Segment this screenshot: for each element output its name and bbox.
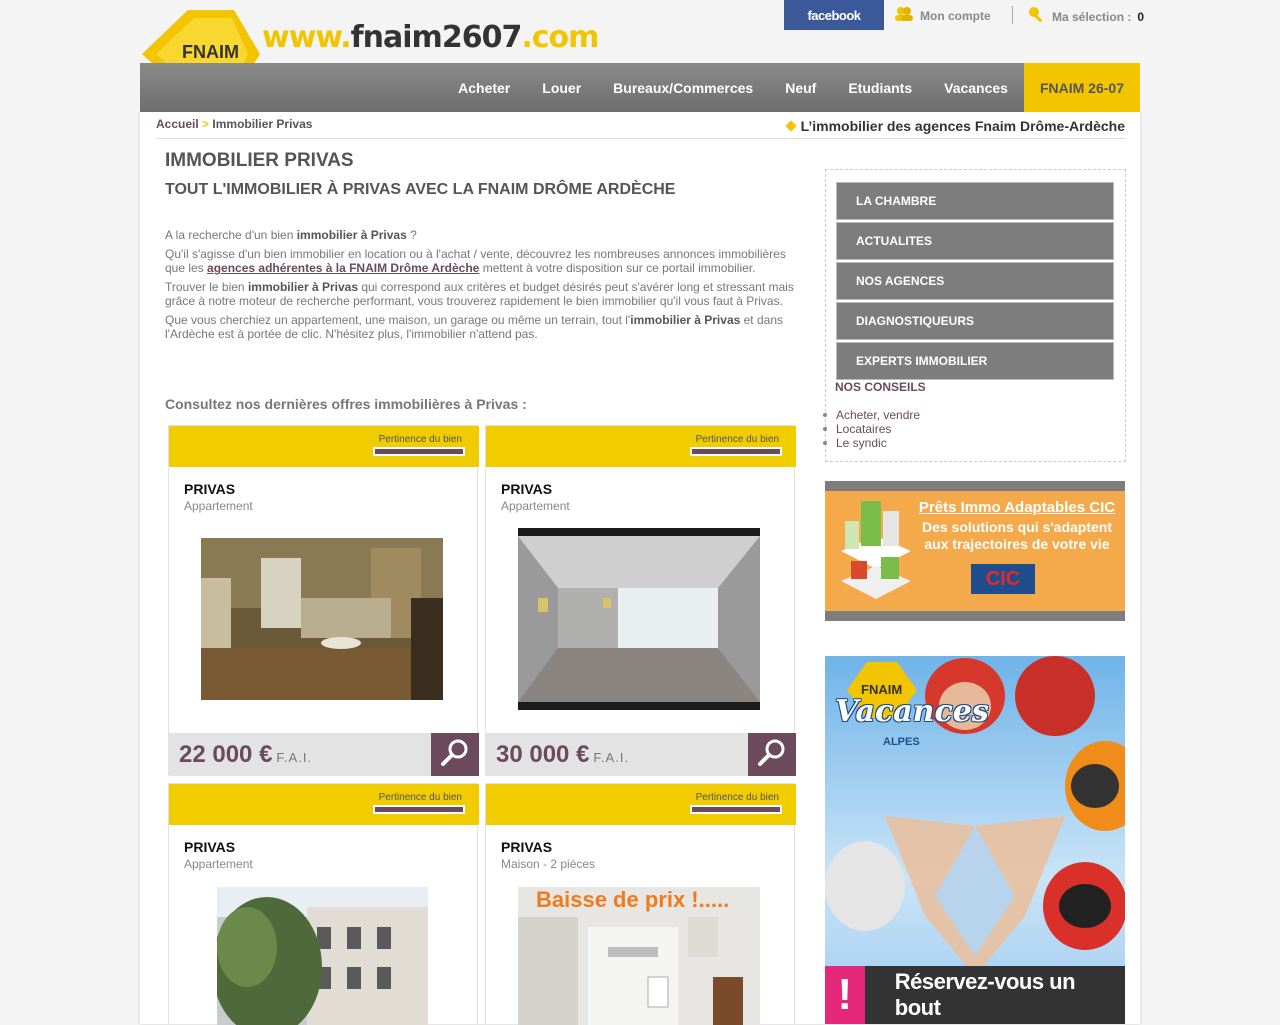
- site-tagline: [787, 118, 1125, 134]
- url-tld: .com: [521, 20, 599, 55]
- listing-type: Appartement: [184, 857, 253, 871]
- main-nav: [140, 63, 1140, 112]
- header-separator: [1012, 6, 1013, 24]
- view-listing-button[interactable]: [431, 733, 479, 776]
- my-selection-label: Ma sélection :: [1052, 9, 1132, 24]
- listing-price: 30 000 € F.A.I.: [496, 741, 630, 768]
- view-listing-button[interactable]: [748, 733, 796, 776]
- listing-photo[interactable]: [217, 887, 428, 1025]
- listing-photo[interactable]: [518, 528, 760, 710]
- sidebar-menu: [825, 169, 1126, 462]
- my-account-label: Mon compte: [920, 8, 991, 23]
- facebook-label: facebook: [807, 7, 861, 23]
- nav-fnaim-26-07[interactable]: FNAIM 26-07: [1024, 63, 1140, 112]
- vacances-ad-banner[interactable]: [825, 656, 1125, 1024]
- key-icon: [1028, 6, 1046, 27]
- pertinence-label: Pertinence du bien: [378, 434, 462, 445]
- sidebar-item-actualites[interactable]: ACTUALITES: [836, 222, 1114, 260]
- offers-title: Consultez nos dernières offres immobilières à Privas :: [165, 396, 527, 412]
- city-illustration: [831, 491, 921, 611]
- listing-type: Appartement: [501, 499, 570, 513]
- exclamation-icon: !: [825, 966, 865, 1024]
- advice-heading: NOS CONSEILS: [835, 380, 926, 394]
- vacances-brand: Vacances: [835, 694, 989, 729]
- my-selection-link[interactable]: [1028, 6, 1144, 27]
- card-header: [169, 426, 479, 467]
- pertinence-bar: [690, 447, 782, 456]
- breadcrumb-home[interactable]: Accueil: [156, 117, 199, 131]
- tagline-text: L’immobilier des agences Fnaim Drôme-Ardèche: [800, 118, 1125, 134]
- cic-ad-title: Prêts Immo Adaptables CIC: [918, 499, 1116, 516]
- diamond-icon: [785, 120, 796, 131]
- intro-paragraph: Que vous cherchiez un appartement, une maison, un garage ou même un terrain, tout l'immobilier à Privas et dans l'Ardèche est à portée de clic. N'hésitez plus, l'immobilier n'attend pas.: [165, 313, 783, 341]
- listing-city[interactable]: PRIVAS: [184, 839, 236, 855]
- listing-price: 22 000 € F.A.I.: [179, 741, 313, 768]
- logo-text: FNAIM: [182, 42, 239, 62]
- agencies-link[interactable]: agences adhérentes à la FNAIM Drôme Ardèche: [207, 261, 480, 275]
- page-title: IMMOBILIER PRIVAS: [165, 150, 354, 171]
- advice-link-syndic[interactable]: Le syndic: [836, 436, 920, 450]
- vacances-cta: [825, 966, 1125, 1024]
- vacances-cta-text: Réservez-vous un bout: [894, 969, 1076, 1020]
- magnifier-icon: [439, 737, 471, 772]
- intro-paragraph: A la recherche d'un bien immobilier à Privas ?: [165, 228, 417, 242]
- nav-etudiants[interactable]: Etudiants: [848, 79, 913, 96]
- cic-ad-banner[interactable]: [825, 481, 1125, 621]
- pertinence-label: Pertinence du bien: [695, 792, 779, 803]
- sidebar-item-diagnostiqueurs[interactable]: DIAGNOSTIQUEURS: [836, 302, 1114, 340]
- card-header: [486, 426, 796, 467]
- advice-link-acheter-vendre[interactable]: Acheter, vendre: [836, 408, 921, 422]
- intro-paragraph: Qu'il s'agisse d'un bien immobilier en location ou à l'achat / vente, découvrez les nombreuses annonces immobilières que les agences adhérentes à la FNAIM Drôme Ardèche mettent à votre disposition sur ce portail immobilier.: [165, 247, 786, 275]
- listing-card[interactable]: [168, 783, 478, 1024]
- card-header: [486, 784, 796, 825]
- breadcrumb-divider: [156, 138, 1126, 139]
- nav-neuf[interactable]: Neuf: [785, 79, 817, 96]
- listing-type: Appartement: [184, 499, 253, 513]
- listing-photo[interactable]: [518, 887, 760, 1025]
- vacances-logo-text: FNAIM: [861, 682, 903, 697]
- facebook-button[interactable]: [784, 0, 884, 30]
- breadcrumb-current: Immobilier Privas: [212, 117, 313, 131]
- listing-city[interactable]: PRIVAS: [501, 481, 553, 497]
- vacances-region: ALPES: [883, 736, 920, 748]
- site-url[interactable]: [262, 20, 598, 55]
- listing-city[interactable]: PRIVAS: [501, 839, 553, 855]
- page-subtitle: TOUT L'IMMOBILIER À PRIVAS AVEC LA FNAIM DRÔME ARDÈCHE: [165, 181, 676, 198]
- users-icon: [894, 6, 914, 25]
- price-bar: [486, 733, 796, 776]
- sidebar-item-nos-agences[interactable]: NOS AGENCES: [836, 262, 1114, 300]
- sidebar-item-experts-immobilier[interactable]: EXPERTS IMMOBILIER: [836, 342, 1114, 380]
- magnifier-icon: [756, 737, 788, 772]
- price-drop-banner: Baisse de prix !.....: [536, 887, 730, 912]
- listing-photo[interactable]: [201, 538, 443, 700]
- price-bar: [169, 733, 479, 776]
- listing-card[interactable]: [485, 783, 795, 1024]
- nav-bureaux-commerces[interactable]: Bureaux/Commerces: [613, 79, 754, 96]
- listing-type: Maison - 2 pièces: [501, 857, 596, 871]
- breadcrumb: [156, 117, 312, 131]
- breadcrumb-separator: >: [202, 117, 210, 131]
- selection-count: 0: [1137, 9, 1145, 24]
- pertinence-label: Pertinence du bien: [695, 434, 779, 445]
- listing-card[interactable]: [168, 425, 478, 775]
- advice-link-locataires[interactable]: Locataires: [836, 422, 920, 436]
- intro-text: [165, 228, 797, 346]
- listing-city[interactable]: PRIVAS: [184, 481, 236, 497]
- nav-vacances[interactable]: Vacances: [944, 79, 1008, 96]
- intro-paragraph: Trouver le bien immobilier à Privas qui correspond aux critères et budget désirés peut s'avérer long et stressant mais grâce à notre moteur de recherche performant, vous trouverez rapidement le bien immobilier qu'il vous faut à Privas.: [165, 280, 794, 308]
- nav-louer[interactable]: Louer: [542, 79, 582, 96]
- cic-ad-subtitle: Des solutions qui s'adaptent aux trajectoires de votre vie: [921, 519, 1113, 552]
- my-account-link[interactable]: [894, 6, 991, 25]
- pertinence-bar: [690, 805, 782, 814]
- advice-list: [836, 408, 920, 450]
- card-header: [169, 784, 479, 825]
- listing-card[interactable]: [485, 425, 795, 775]
- url-www: www.: [262, 20, 351, 55]
- sidebar-item-la-chambre[interactable]: LA CHAMBRE: [836, 182, 1114, 220]
- pertinence-bar: [373, 447, 465, 456]
- cic-logo: C I C: [971, 564, 1035, 594]
- url-main: fnaim2607: [350, 20, 522, 55]
- pertinence-label: Pertinence du bien: [378, 792, 462, 803]
- pertinence-bar: [373, 805, 465, 814]
- nav-acheter[interactable]: Acheter: [458, 79, 511, 96]
